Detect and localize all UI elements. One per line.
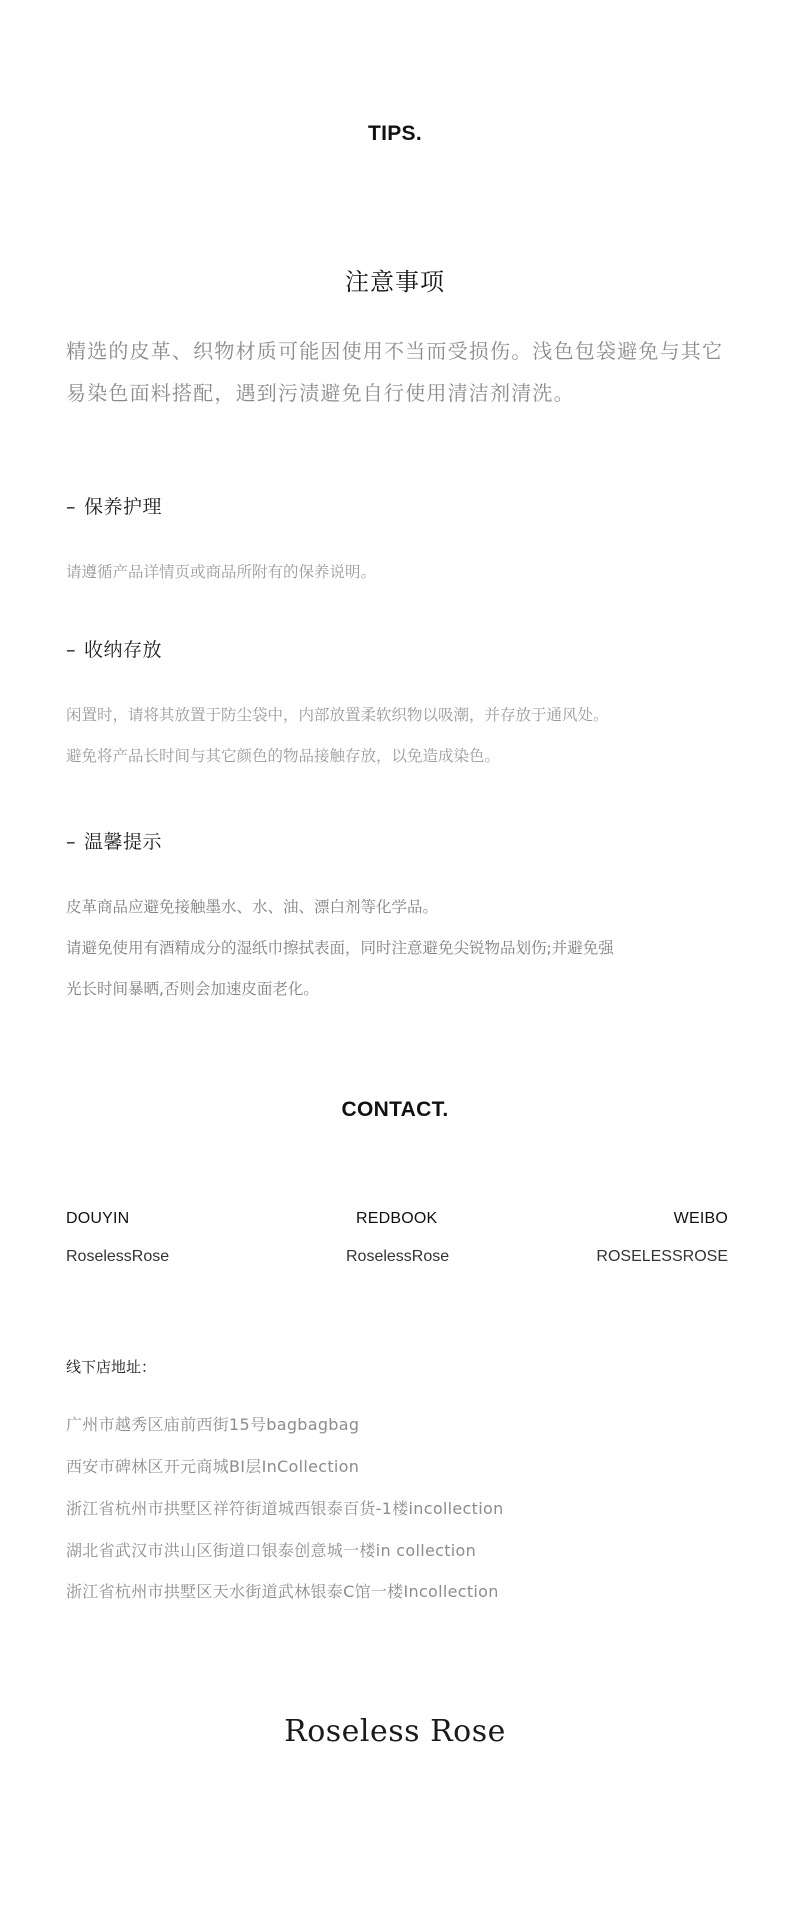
reminder-section-heading: [66, 827, 162, 854]
care-section-body: [66, 552, 716, 593]
reminder-line: 请避免使用有酒精成分的湿纸巾擦拭表面，同时注意避免尖锐物品划伤;并避免强: [66, 939, 614, 957]
handle-weibo[interactable]: ROSELESSROSE: [596, 1248, 728, 1265]
dash-mark: –: [66, 639, 76, 661]
reminder-line: 光长时间暴晒,否则会加速皮面老化。: [66, 980, 319, 998]
stores-heading: 线下店地址：: [66, 1358, 157, 1376]
store-address: 浙江省杭州市拱墅区祥符街道城西银泰百货-1楼incollection: [66, 1499, 504, 1518]
intro-paragraph: [66, 330, 736, 414]
reminder-section-title: 温馨提示: [84, 831, 163, 853]
store-address: 浙江省杭州市拱墅区天水街道武林银泰C馆一楼Incollection: [66, 1582, 499, 1601]
storage-line: 闲置时，请将其放置于防尘袋中，内部放置柔软织物以吸潮，并存放于通风处。: [66, 706, 609, 724]
storage-section-body: [66, 695, 716, 777]
intro-line: 精选的皮革、织物材质可能因使用不当而受损伤。浅色包袋避免与其它: [66, 339, 724, 363]
dash-mark: –: [66, 496, 76, 518]
reminder-section-body: [66, 887, 716, 1010]
storage-section-heading: [66, 635, 162, 662]
brand-logo: Roseless Rose: [284, 1714, 506, 1749]
dash-mark: –: [66, 831, 76, 853]
care-section-heading: [66, 492, 162, 519]
storage-section-title: 收纳存放: [84, 639, 163, 661]
store-address: 广州市越秀区庙前西街15号bagbagbag: [66, 1415, 360, 1434]
care-line: 请遵循产品详情页或商品所附有的保养说明。: [66, 563, 377, 581]
reminder-line: 皮革商品应避免接触墨水、水、油、漂白剂等化学品。: [66, 898, 439, 916]
notice-title: 注意事项: [345, 268, 445, 296]
platform-douyin: DOUYIN: [66, 1210, 130, 1227]
platform-weibo: WEIBO: [673, 1210, 728, 1227]
platform-redbook: REDBOOK: [356, 1210, 438, 1227]
tips-heading: TIPS.: [367, 122, 422, 145]
store-address: 湖北省武汉市洪山区街道口银泰创意城一楼in collection: [66, 1541, 477, 1560]
intro-line: 易染色面料搭配，遇到污渍避免自行使用清洁剂清洗。: [66, 381, 575, 405]
handle-redbook[interactable]: RoselessRose: [346, 1248, 450, 1265]
storage-line: 避免将产品长时间与其它颜色的物品接触存放，以免造成染色。: [66, 747, 501, 765]
care-section-title: 保养护理: [84, 496, 163, 518]
store-address: 西安市碑林区开元商城BI层InCollection: [66, 1457, 360, 1476]
handle-douyin[interactable]: RoselessRose: [66, 1248, 170, 1265]
contact-heading: CONTACT.: [341, 1098, 449, 1121]
